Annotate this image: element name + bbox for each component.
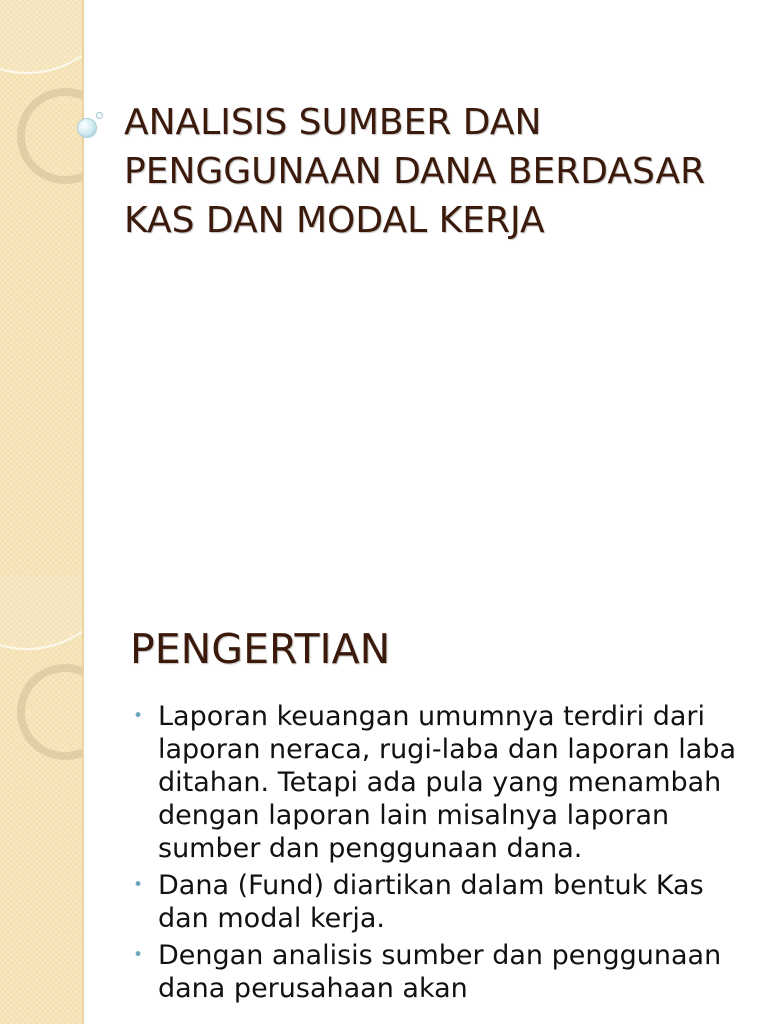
- bullet-list: [131, 700, 746, 1009]
- bullet-icon: •: [133, 875, 144, 895]
- small-bubble-icon: [96, 112, 103, 119]
- decorative-ring-icon: [17, 88, 84, 184]
- bullet-text: Dana (Fund) diartikan dalam bentuk Kas dan modal kerja.: [158, 870, 704, 934]
- content-slide: [0, 576, 768, 1024]
- bullet-text: Laporan keuangan umumnya terdiri dari laporan neraca, rugi-laba dan laporan laba ditahan. Tetapi ada pula yang menambah dengan laporan lain misalnya laporan sumber dan penggunaan dana.: [158, 701, 737, 864]
- decorative-arc: [0, 576, 84, 650]
- decorative-ring-icon: [17, 664, 84, 760]
- list-item: [131, 939, 746, 1005]
- decorative-side-strip: [0, 0, 84, 576]
- list-item: [131, 869, 746, 935]
- slide-title: ANALISIS SUMBER DAN PENGGUNAAN DANA BERDASAR KAS DAN MODAL KERJA: [124, 102, 706, 241]
- list-item: [131, 700, 746, 865]
- bullet-icon: •: [133, 706, 144, 726]
- bullet-text: Dengan analisis sumber dan penggunaan dana perusahaan akan: [158, 940, 722, 1004]
- decorative-side-strip: [0, 576, 84, 1024]
- bullet-icon: •: [133, 945, 144, 965]
- bubble-icon: [77, 118, 97, 138]
- decorative-arc: [0, 0, 84, 74]
- section-heading: PENGERTIAN: [130, 625, 391, 673]
